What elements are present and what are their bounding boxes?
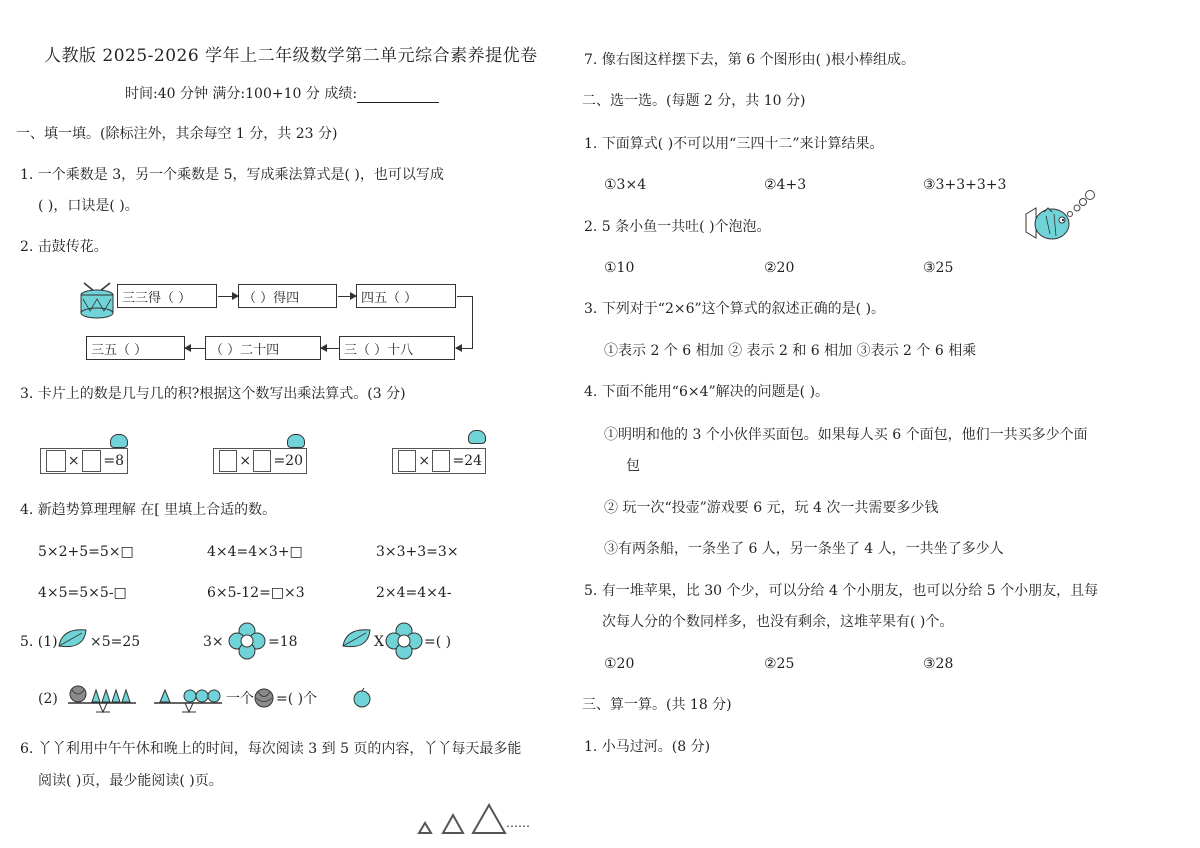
flow-box-5: （ ）二十四 (205, 336, 321, 360)
leaf-icon (340, 626, 374, 654)
flow-arrow-1 (218, 296, 238, 297)
section3-heading: 三、算一算。(共 18 分) (582, 697, 732, 713)
card3-times: × (418, 453, 431, 469)
leaf-icon (56, 626, 90, 654)
page-title: 人教版 2025-2026 学年上二年级数学第二单元综合素养提优卷 (44, 46, 538, 66)
q5-2-text1: 一个 (226, 691, 254, 707)
exam-info-text: 时间:40 分钟 满分:100+10 分 成绩: (125, 86, 358, 102)
s2q2-opt2: ②20 (764, 260, 795, 276)
s2q5-opt3: ③28 (923, 656, 954, 672)
triangle-ellipsis: …… (506, 816, 530, 830)
flow-connector-top (457, 296, 473, 297)
drum-icon (78, 281, 116, 321)
flow-arrow-2 (338, 296, 356, 297)
product-card-3 (392, 448, 486, 474)
s2q4-opt1-line1: ①明明和他的 3 个小伙伴买面包。如果每人买 6 个面包，他们一共买多少个面 (604, 427, 1088, 443)
s2q1-text: 1. 下面算式( )不可以用“三四十二”来计算结果。 (584, 136, 884, 152)
triangle-pattern (415, 803, 515, 835)
card1-times: × (67, 453, 80, 469)
card2-blank-a (219, 450, 237, 472)
s2q4-opt3: ③有两条船，一条坐了 6 人，另一条坐了 4 人，一共坐了多少人 (604, 541, 1004, 557)
q6-line2: 阅读( )页，最少能阅读( )页。 (38, 773, 223, 789)
s2q5-line1: 5. 有一堆苹果，比 30 个少，可以分给 4 个小朋友，也可以分给 5 个小朋友，且每 (584, 583, 1099, 599)
flow-box-2: （ ）得四 (238, 284, 337, 308)
q1-line2: ( )，口诀是( )。 (38, 198, 139, 214)
apple-icon (352, 688, 372, 708)
q4-r1c2: 4×4=4×3+□ (207, 544, 303, 560)
s2q4-opt2: ② 玩一次“投壶”游戏要 6 元，玩 4 次一共需要多少钱 (604, 500, 939, 516)
flow-arrow-4 (321, 348, 339, 349)
q4-r2c3: 2×4=4×4- (376, 585, 452, 601)
fish-icon (1022, 186, 1098, 252)
flow-arrow-5 (185, 348, 205, 349)
card2-result: =20 (273, 453, 303, 469)
flow-box-4: 三（ ）十八 (339, 336, 455, 360)
s2q2-text: 2. 5 条小鱼一共吐( )个泡泡。 (584, 219, 771, 235)
card2-times: × (239, 453, 252, 469)
flow-box-3: 四五（ ） (356, 284, 456, 308)
card1-blank-b (82, 450, 102, 472)
balance-scale-1 (66, 684, 140, 714)
q5-1-label: 5. (1) (20, 634, 58, 650)
s2q4-opt1-line2: 包 (626, 458, 640, 474)
s2q2-opt1: ①10 (604, 260, 635, 276)
q4-r1c1: 5×2+5=5×□ (38, 544, 134, 560)
s2q4-text: 4. 下面不能用“6×4”解决的问题是( )。 (584, 384, 830, 400)
q5-1-c2: =( ) (424, 634, 452, 650)
card3-blank-a (398, 450, 416, 472)
q5-2-label: (2) (38, 691, 58, 707)
q1-line1: 1. 一个乘数是 3，另一个乘数是 5，写成乘法算式是( )，也可以写成 (20, 167, 444, 183)
watermelon-icon (253, 687, 275, 709)
exam-info (125, 85, 439, 103)
q4-r2c1: 4×5=5×5-□ (38, 585, 127, 601)
section2-heading: 二、选一选。(每题 2 分，共 10 分) (582, 93, 806, 109)
s2q1-opt1: ①3×4 (604, 177, 647, 193)
s2q5-line2: 次每人分的个数同样多，也没有剩余，这堆苹果有( )个。 (602, 614, 954, 630)
section1-heading: 一、填一填。(除标注外，其余每空 1 分，共 23 分) (16, 126, 338, 142)
q5-1-b2: =18 (268, 634, 298, 650)
flower-icon (384, 622, 424, 660)
q2-text: 2. 击鼓传花。 (20, 239, 108, 255)
product-card-2 (213, 448, 307, 474)
balance-scale-2 (152, 684, 226, 714)
s2q3-text: 3. 下列对于“2×6”这个算式的叙述正确的是( )。 (584, 301, 886, 317)
s2q5-opt2: ②25 (764, 656, 795, 672)
s2q5-opt1: ①20 (604, 656, 635, 672)
card3-result: =24 (452, 453, 482, 469)
s2q1-opt3: ③3+3+3+3 (923, 177, 1007, 193)
card1-result: =8 (103, 453, 124, 469)
flow-connector-bottom (456, 348, 473, 349)
q6-line1: 6. 丫丫利用中午午休和晚上的时间，每次阅读 3 到 5 页的内容，丫丫每天最多能 (20, 741, 522, 757)
flow-connector-right (472, 296, 473, 348)
frog-icon (287, 434, 305, 448)
q3-text: 3. 卡片上的数是几与几的积?根据这个数写出乘法算式。(3 分) (20, 386, 406, 402)
s2q2-opt3: ③25 (923, 260, 954, 276)
s2q3-options: ①表示 2 个 6 相加 ② 表示 2 和 6 相加 ③表示 2 个 6 相乘 (604, 343, 977, 359)
q5-1-b1: 3× (203, 634, 224, 650)
card3-blank-b (432, 450, 450, 472)
card1-blank-a (46, 450, 66, 472)
s3q1-text: 1. 小马过河。(8 分) (584, 739, 711, 755)
s2q1-opt2: ②4+3 (764, 177, 807, 193)
frog-icon (110, 434, 128, 448)
q7-text: 7. 像右图这样摆下去，第 6 个图形由( )根小棒组成。 (584, 52, 915, 68)
score-blank (357, 88, 439, 103)
q4-r2c2: 6×5-12=□×3 (207, 585, 305, 601)
flow-box-1: 三三得（ ） (117, 284, 217, 308)
q4-text: 4. 新趋势算理理解 在[ 里填上合适的数。 (20, 502, 277, 518)
flower-icon (227, 622, 267, 660)
frog-icon (468, 430, 486, 444)
product-card-1 (40, 448, 128, 474)
flow-box-6: 三五（ ） (86, 336, 185, 360)
q5-1-a: ×5=25 (90, 634, 141, 650)
q4-r1c3: 3×3+3=3× (376, 544, 459, 560)
card2-blank-b (253, 450, 271, 472)
q5-1-c1: X (374, 634, 384, 650)
q5-2-text2: =( )个 (276, 691, 318, 707)
